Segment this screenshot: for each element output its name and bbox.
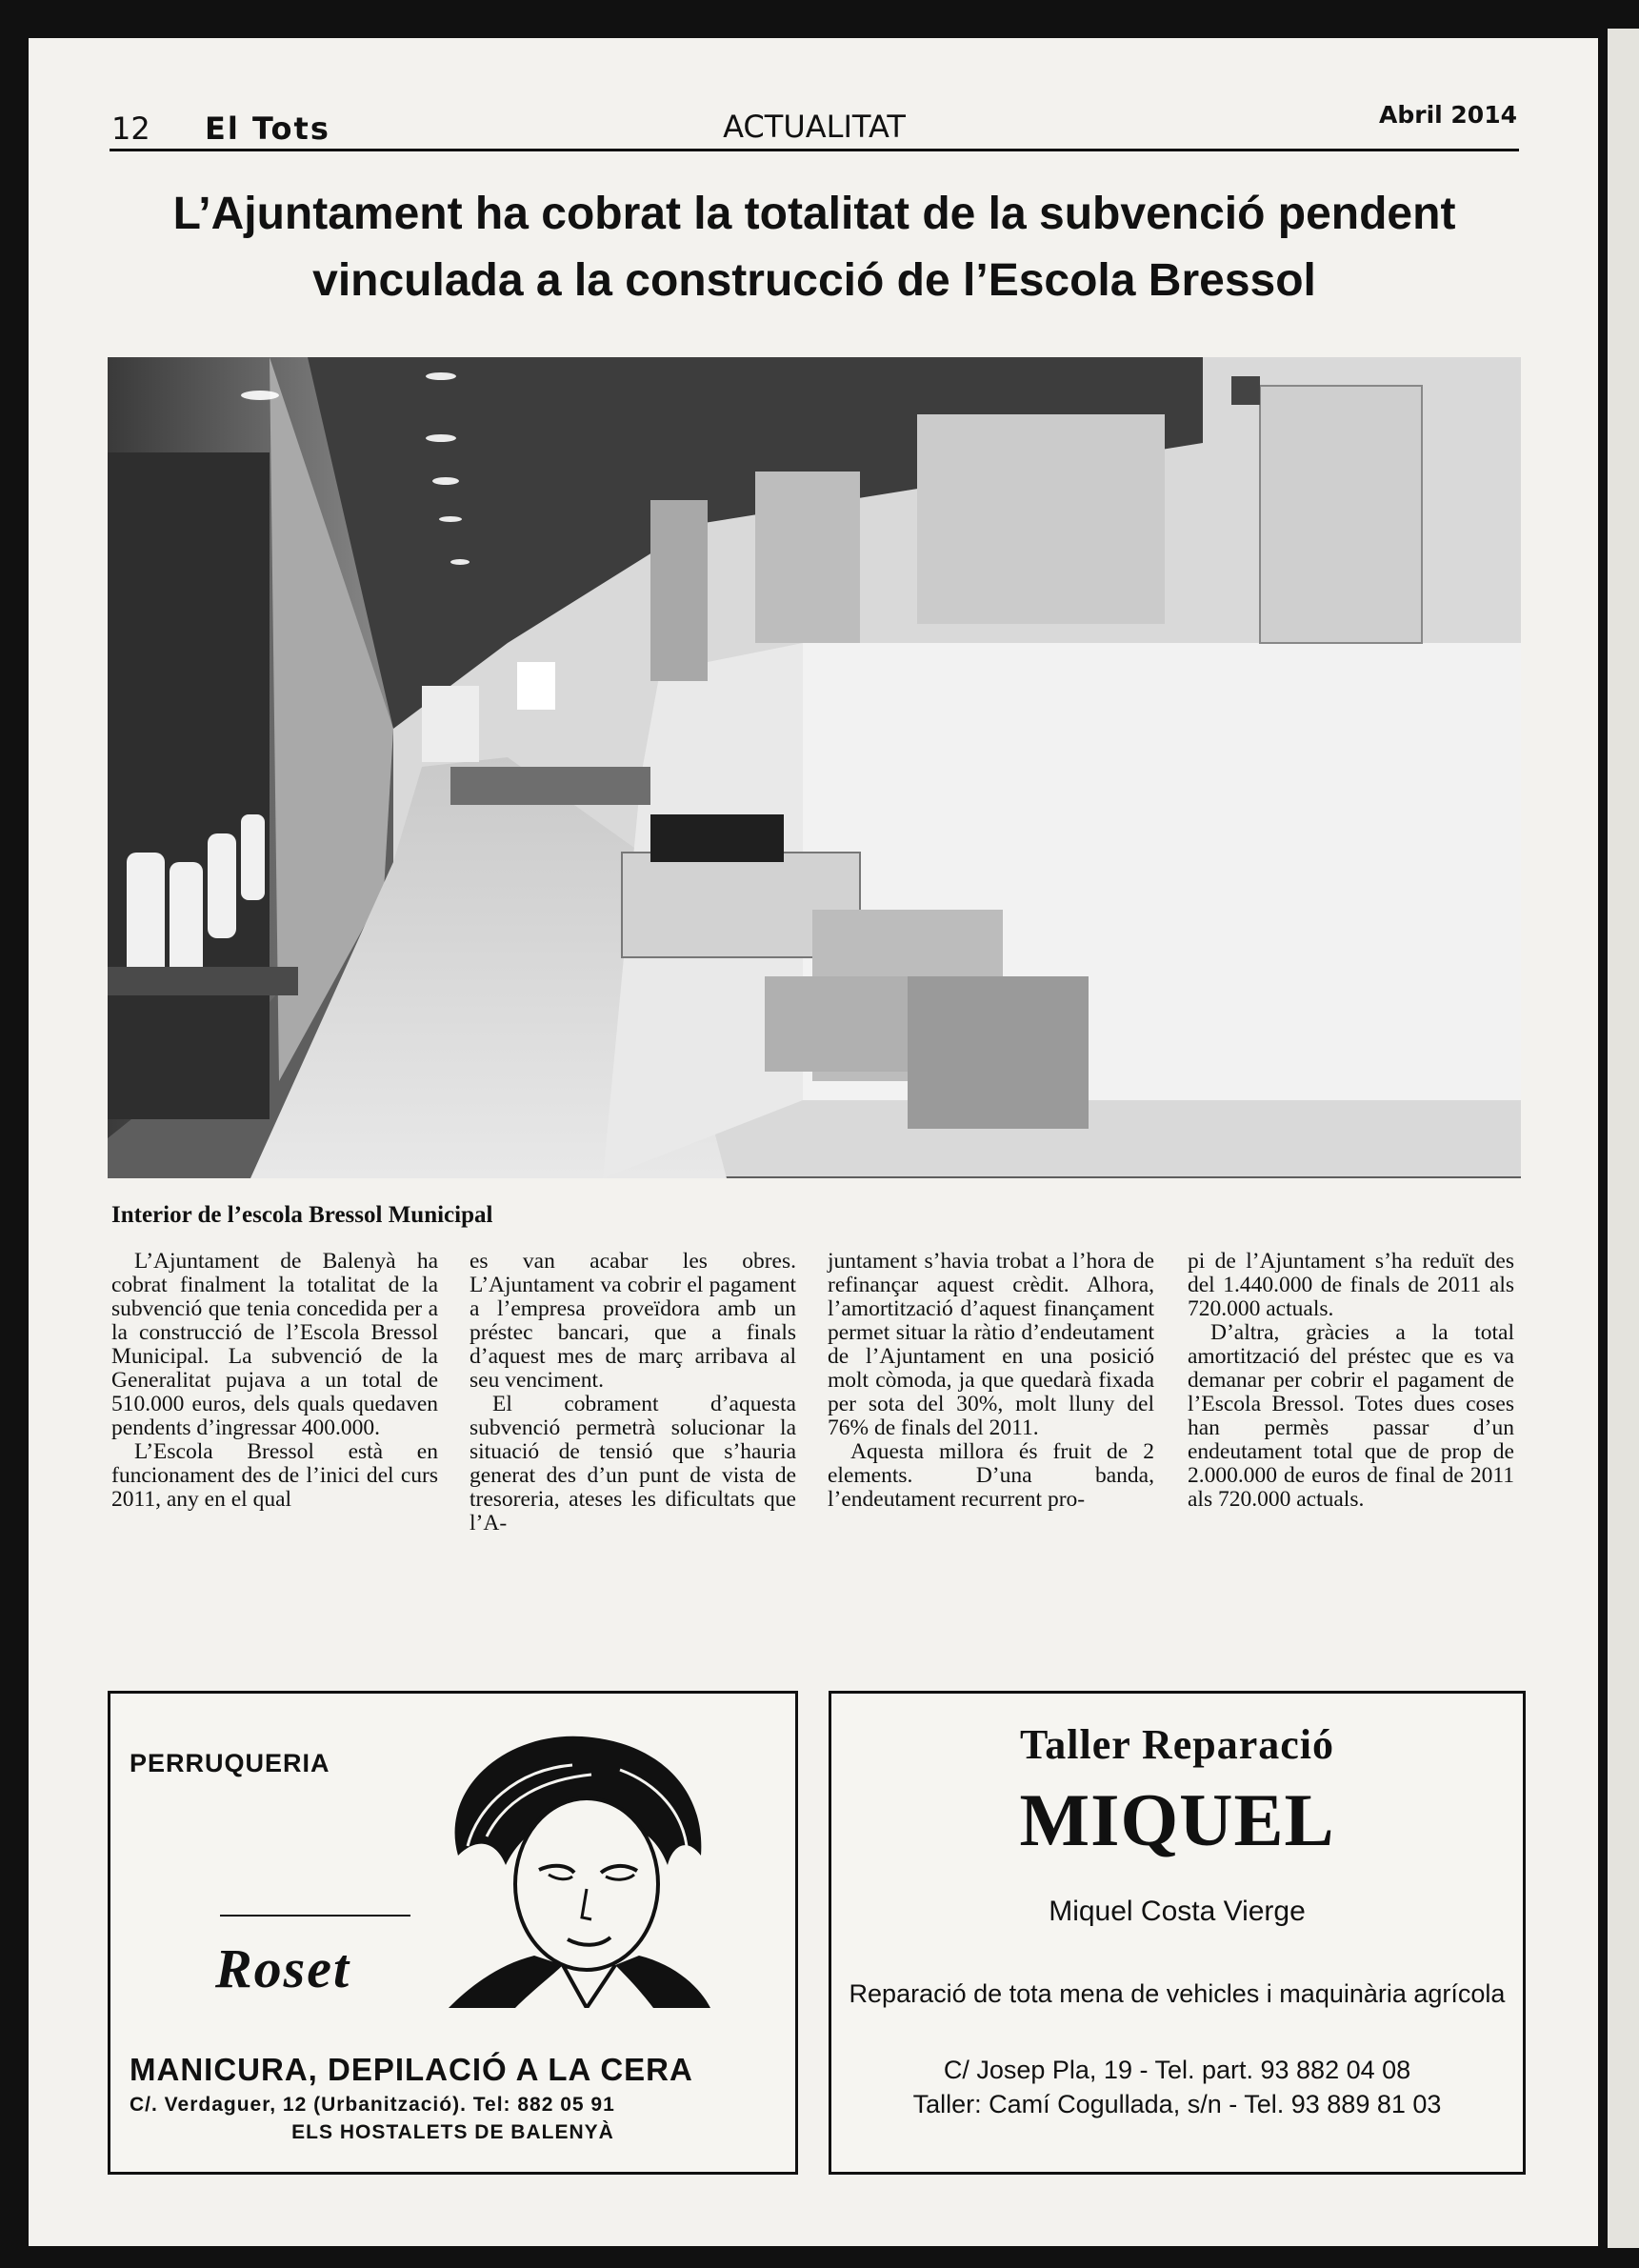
ad-owner: Miquel Costa Vierge [1049,1896,1306,1927]
hallway-photo [108,357,1521,1178]
paragraph: pi de l’Ajuntament s’ha reduït des del 1.440.000 de finals de 2011 als 720.000 actuals. [1188,1249,1514,1321]
ad-services: MANICURA, DEPILACIÓ A LA CERA [130,2052,693,2087]
next-page-edge [1608,29,1639,2248]
article-column-3 [828,1250,1154,1512]
ad-services: Reparació de tota mena de vehicles i maquinària agrícola [849,1979,1506,2008]
taller-miquel-advertisement [829,1691,1526,2175]
headline-line-2: vinculada a la construcció de l’Escola Bressol [312,255,1316,306]
section-title: ACTUALITAT [723,109,906,145]
headline-line-1: L’Ajuntament ha cobrat la totalitat de la subvenció pendent [172,189,1456,239]
paragraph: Aquesta millora és fruit de 2 elements. D’una banda, l’endeutament recurrent pro- [828,1439,1154,1512]
article-photo [108,357,1521,1178]
issue-date: Abril 2014 [1379,101,1517,129]
ad-title: Taller Reparació [1019,1721,1335,1768]
article-column-1 [111,1250,438,1512]
woman-face-illustration [430,1732,715,2008]
brand-rule [220,1915,410,1917]
ad-address: C/. Verdaguer, 12 (Urbanització). Tel: 882 05 91 [130,2094,615,2116]
ad-category: PERRUQUERIA [130,1749,330,1777]
article-headline [110,181,1519,314]
brand-name: Roset [215,1937,351,1999]
article-column-4 [1188,1250,1514,1512]
article-body [111,1250,1521,1631]
ad-contact-line-2: Taller: Camí Cogullada, s/n - Tel. 93 889 81 03 [912,2090,1442,2118]
paragraph: L’Ajuntament de Balenyà ha cobrat finalment la totalitat de la subvenció que tenia concedida per a la construcció de l’Escola Bressol Municipal. La subvenció de la Generalitat pujava a un total de 510.000 euros, dels quals quedaven pendents d’ingressar 400.000. [111,1249,438,1440]
page-number: 12 [111,110,150,147]
paragraph: juntament s’havia trobat a l’hora de refinançar aquest crèdit. Alhora, l’amortització d’aquest finançament permet situar la ràtio d’endeutament de l’Ajuntament en una posició molt còmoda, ja que quedarà fixada per sota del 30%, molt lluny del 76% de finals del 2011. [828,1249,1154,1440]
publication-name: El Tots [205,110,330,147]
photo-caption: Interior de l’escola Bressol Municipal [111,1202,493,1228]
ad-contact-line-1: C/ Josep Pla, 19 - Tel. part. 93 882 04 08 [943,2056,1411,2084]
roset-advertisement [108,1691,798,2175]
paragraph: L’Escola Bressol està en funcionament des de l’inici del curs 2011, any en el qual [111,1439,438,1512]
paragraph: El cobrament d’aquesta subvenció permetrà solucionar la situació de tensió que s’hauria generat des d’un punt de vista de tresoreria, ateses les dificultats que l’A- [470,1392,796,1535]
page-header [110,65,1519,155]
ad-town: ELS HOSTALETS DE BALENYÀ [291,2121,614,2143]
ad-business-name: MIQUEL [1019,1778,1335,1861]
header-rule [110,149,1519,151]
paragraph: es van acabar les obres. L’Ajuntament va cobrir el pagament a l’empresa proveïdora amb un préstec bancari, que a finals d’aquest mes de març arribava al seu venciment. [470,1249,796,1393]
paragraph: D’altra, gràcies a la total amortització del préstec que es va demanar per cobrir el pagament de l’Escola Bressol. Totes dues coses han permès passar d’un endeutament total que de prop de 2.000.000 de euros de final de 2011 als 720.000 actuals. [1188,1320,1514,1512]
article-column-2 [470,1250,796,1535]
